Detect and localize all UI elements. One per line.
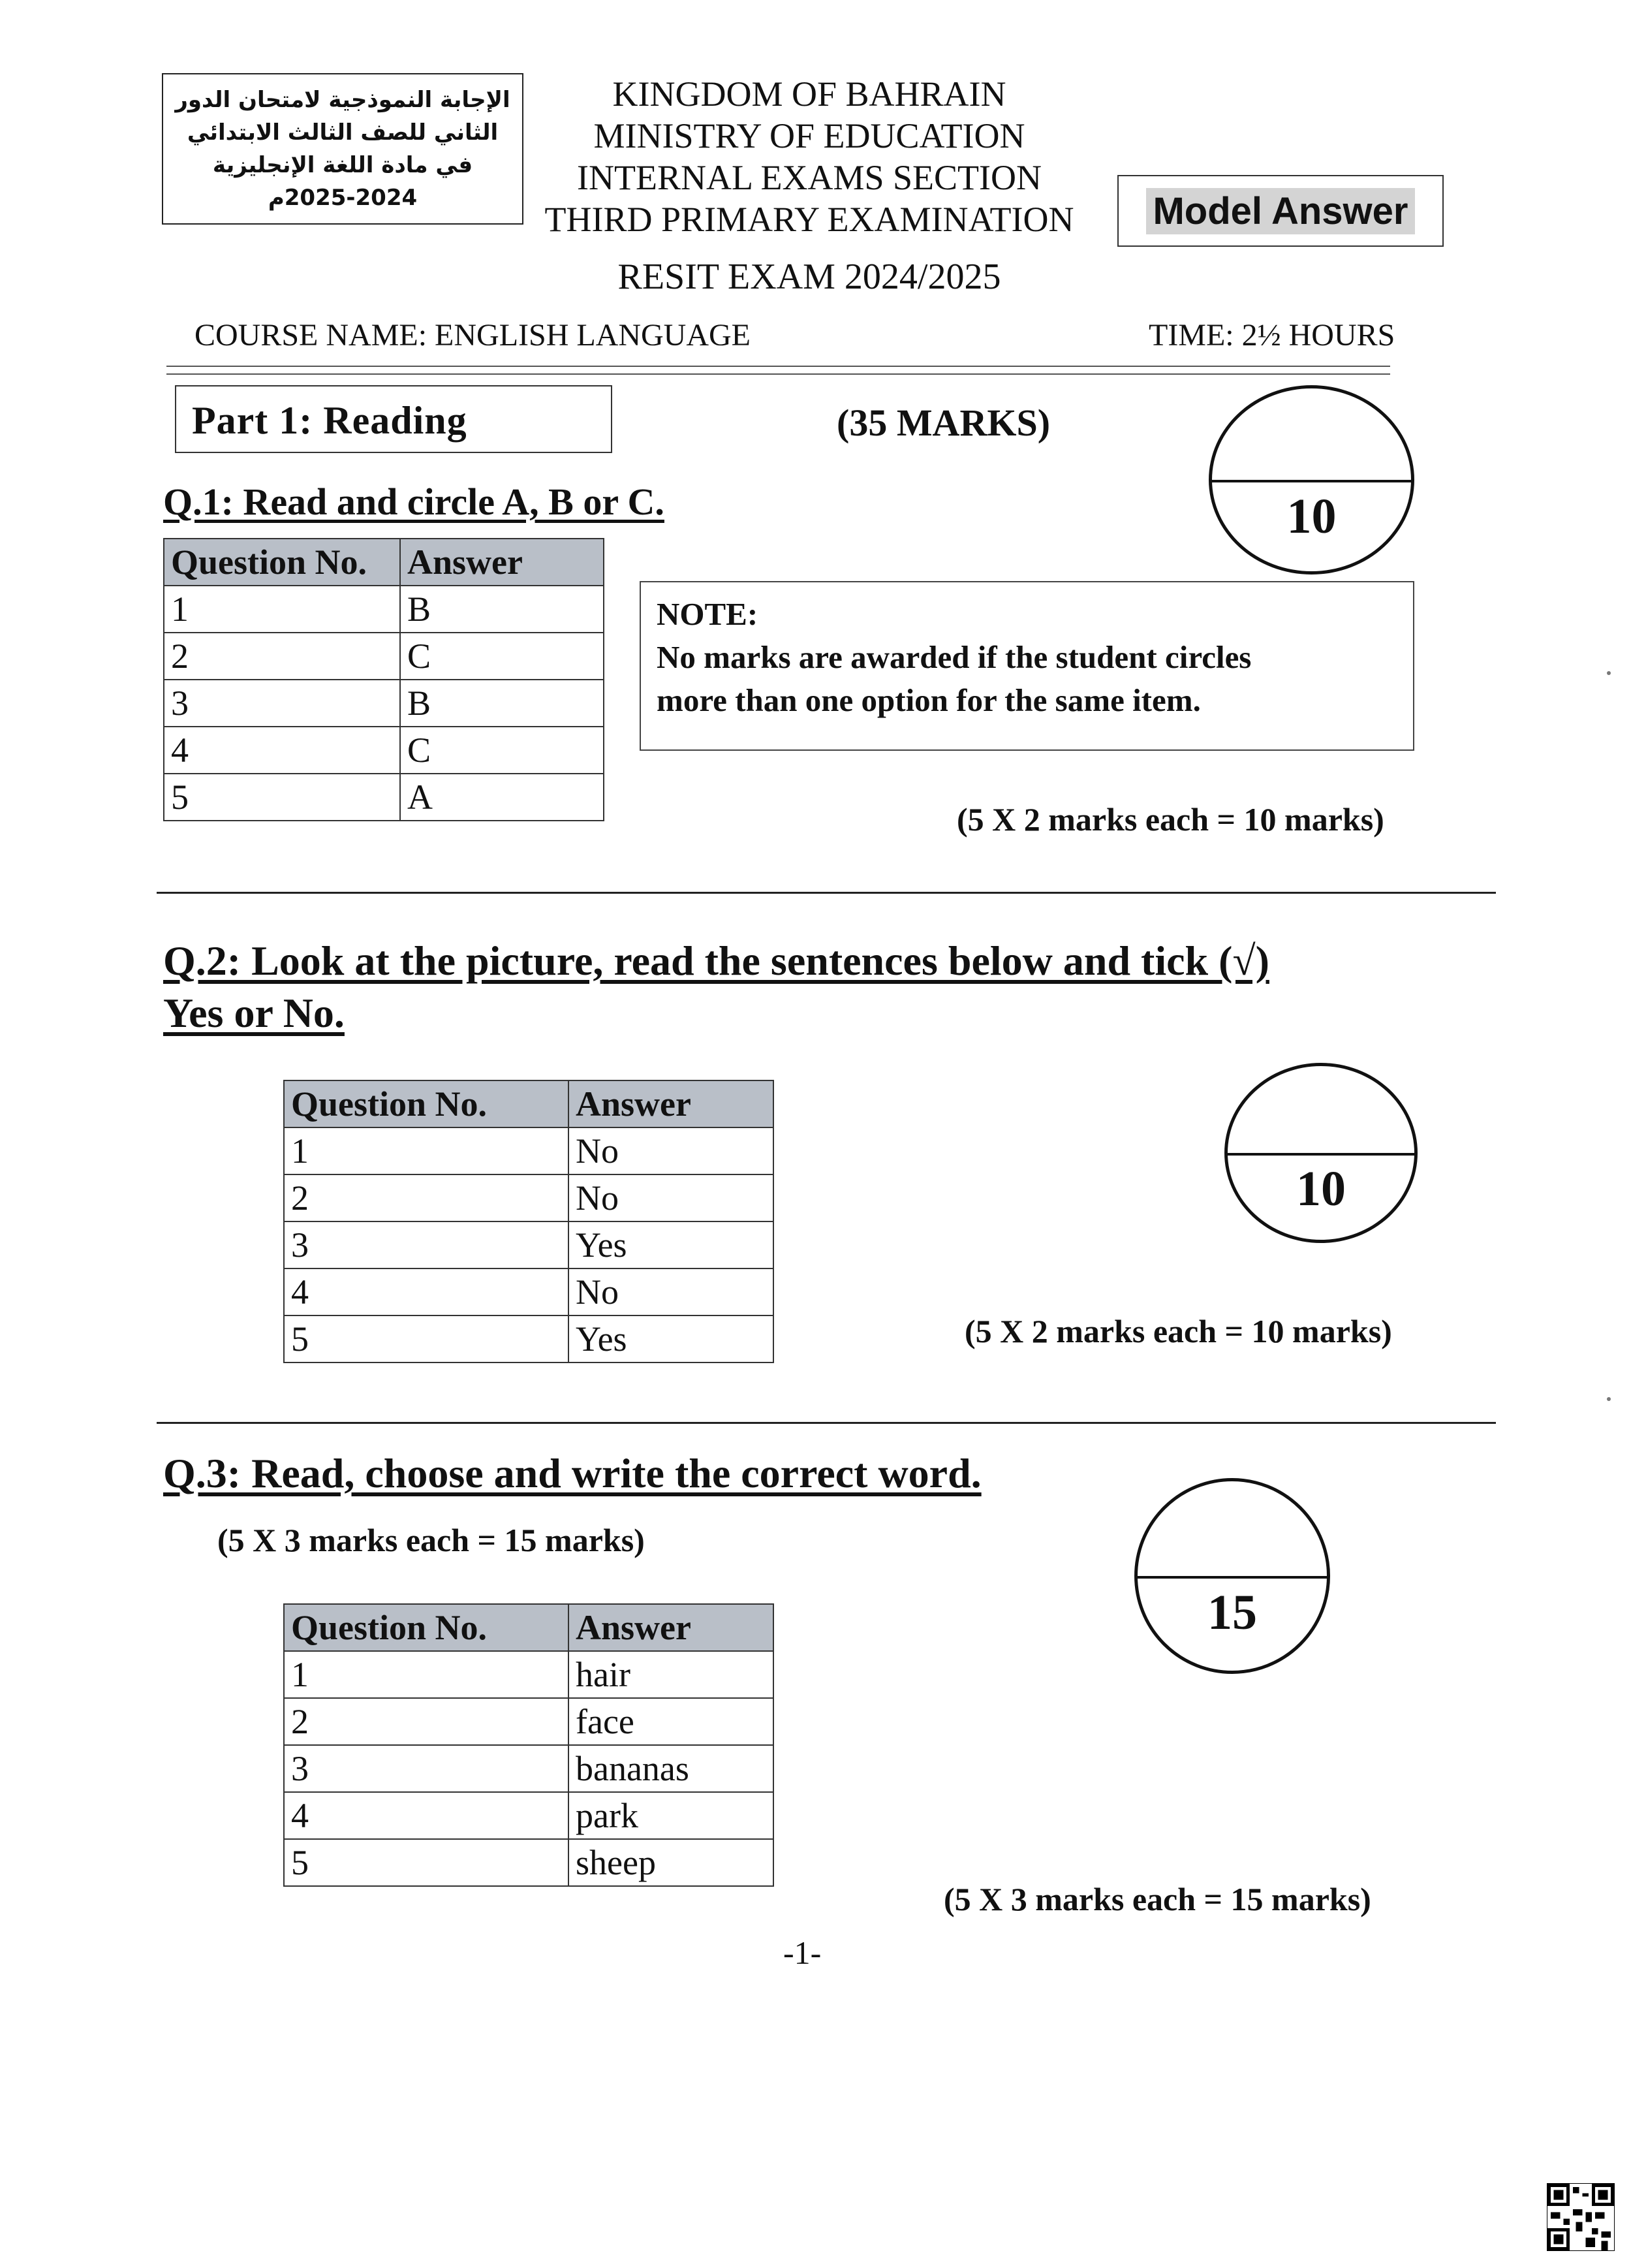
answer-cell: Yes	[568, 1221, 773, 1268]
question-number: 2	[284, 1174, 568, 1221]
score-circle-divider	[1212, 480, 1411, 482]
score-value: 10	[1286, 488, 1337, 544]
column-header: Answer	[400, 539, 604, 586]
table-row	[284, 1698, 773, 1745]
question-number: 5	[164, 774, 400, 821]
score-value: 10	[1296, 1161, 1346, 1217]
answer-cell: hair	[568, 1651, 773, 1698]
score-circle-q2	[1224, 1063, 1418, 1243]
arabic-title-box	[162, 73, 523, 225]
q2-heading-line: Q.2: Look at the picture, read the sentences below and tick (√)	[163, 937, 1269, 984]
q3-marks-line-top: (5 X 3 marks each = 15 marks)	[217, 1522, 645, 1558]
arabic-line: في مادة اللغة الإنجليزية	[212, 152, 473, 178]
header-line: MINISTRY OF EDUCATION	[593, 116, 1025, 155]
q2-heading-line: Yes or No.	[163, 990, 345, 1036]
question-number: 3	[164, 680, 400, 727]
answer-cell: A	[400, 774, 604, 821]
table-header-row	[164, 539, 604, 586]
page-number: -1-	[783, 1934, 822, 1971]
question-number: 5	[284, 1315, 568, 1362]
answer-cell: face	[568, 1698, 773, 1745]
column-header: Question No.	[164, 539, 400, 586]
question-number: 5	[284, 1839, 568, 1886]
part-title-box	[175, 385, 612, 453]
model-answer-stamp	[1117, 175, 1444, 247]
ministry-header	[529, 73, 1090, 240]
q2-answer-table	[283, 1080, 774, 1363]
answer-cell: No	[568, 1127, 773, 1174]
note-box	[640, 581, 1414, 751]
column-header: Question No.	[284, 1080, 568, 1127]
q1-marks-line: (5 X 2 marks each = 10 marks)	[957, 801, 1384, 838]
q2-marks-line: (5 X 2 marks each = 10 marks)	[965, 1313, 1392, 1349]
q1-answer-table	[163, 538, 604, 821]
answer-cell: No	[568, 1268, 773, 1315]
question-number: 3	[284, 1745, 568, 1792]
answer-cell: C	[400, 633, 604, 680]
note-line: more than one option for the same item.	[657, 682, 1201, 718]
section-divider	[157, 892, 1496, 894]
question-number: 2	[284, 1698, 568, 1745]
course-name: COURSE NAME: ENGLISH LANGUAGE	[194, 318, 751, 353]
score-circle-q1	[1209, 385, 1414, 575]
score-circle-q3	[1134, 1478, 1330, 1674]
score-circle-divider	[1228, 1153, 1414, 1156]
arabic-line: الثاني للصف الثالث الابتدائي	[187, 119, 499, 146]
answer-cell: B	[400, 680, 604, 727]
qr-code-icon	[1547, 2183, 1615, 2251]
answer-cell: B	[400, 586, 604, 633]
table-row	[284, 1315, 773, 1362]
question-number: 1	[164, 586, 400, 633]
header-line: THIRD PRIMARY EXAMINATION	[544, 200, 1074, 239]
question-number: 4	[164, 727, 400, 774]
scan-speck	[1607, 671, 1611, 675]
exam-title: RESIT EXAM 2024/2025	[617, 257, 1001, 297]
column-header: Question No.	[284, 1604, 568, 1651]
scan-speck	[1607, 1397, 1611, 1401]
q3-answer-table	[283, 1603, 774, 1887]
table-row	[284, 1174, 773, 1221]
table-row	[164, 774, 604, 821]
q3-marks-line-bottom: (5 X 3 marks each = 15 marks)	[944, 1881, 1371, 1917]
header-line: KINGDOM OF BAHRAIN	[612, 74, 1006, 114]
exam-time: TIME: 2½ HOURS	[1149, 318, 1395, 353]
table-row	[284, 1221, 773, 1268]
q2-heading	[163, 935, 1269, 1039]
table-row	[284, 1127, 773, 1174]
question-number: 4	[284, 1792, 568, 1839]
table-header-row	[284, 1080, 773, 1127]
arabic-line: 2025-2024م	[268, 185, 418, 211]
column-header: Answer	[568, 1604, 773, 1651]
score-value: 15	[1207, 1584, 1257, 1640]
header-line: INTERNAL EXAMS SECTION	[577, 158, 1042, 197]
question-number: 1	[284, 1651, 568, 1698]
question-number: 1	[284, 1127, 568, 1174]
table-row	[164, 586, 604, 633]
note-title: NOTE:	[657, 596, 758, 632]
question-number: 3	[284, 1221, 568, 1268]
table-row	[284, 1839, 773, 1886]
part-title: Part 1: Reading	[192, 399, 467, 442]
table-row	[164, 633, 604, 680]
column-header: Answer	[568, 1080, 773, 1127]
table-row	[284, 1792, 773, 1839]
question-number: 4	[284, 1268, 568, 1315]
table-row	[164, 680, 604, 727]
note-line: No marks are awarded if the student circles	[657, 639, 1252, 675]
table-row	[284, 1651, 773, 1698]
answer-cell: sheep	[568, 1839, 773, 1886]
answer-cell: park	[568, 1792, 773, 1839]
table-row	[284, 1268, 773, 1315]
part-marks: (35 MARKS)	[837, 402, 1051, 444]
answer-cell: Yes	[568, 1315, 773, 1362]
q1-heading: Q.1: Read and circle A, B or C.	[163, 480, 664, 523]
model-answer-label: Model Answer	[1146, 188, 1414, 234]
answer-cell: bananas	[568, 1745, 773, 1792]
score-circle-divider	[1138, 1576, 1327, 1579]
q3-heading: Q.3: Read, choose and write the correct word.	[163, 1450, 982, 1496]
question-number: 2	[164, 633, 400, 680]
header-divider	[166, 366, 1390, 375]
answer-cell: No	[568, 1174, 773, 1221]
table-row	[284, 1745, 773, 1792]
table-header-row	[284, 1604, 773, 1651]
arabic-line: الإجابة النموذجية لامتحان الدور	[175, 87, 510, 113]
table-row	[164, 727, 604, 774]
section-divider	[157, 1422, 1496, 1424]
answer-cell: C	[400, 727, 604, 774]
